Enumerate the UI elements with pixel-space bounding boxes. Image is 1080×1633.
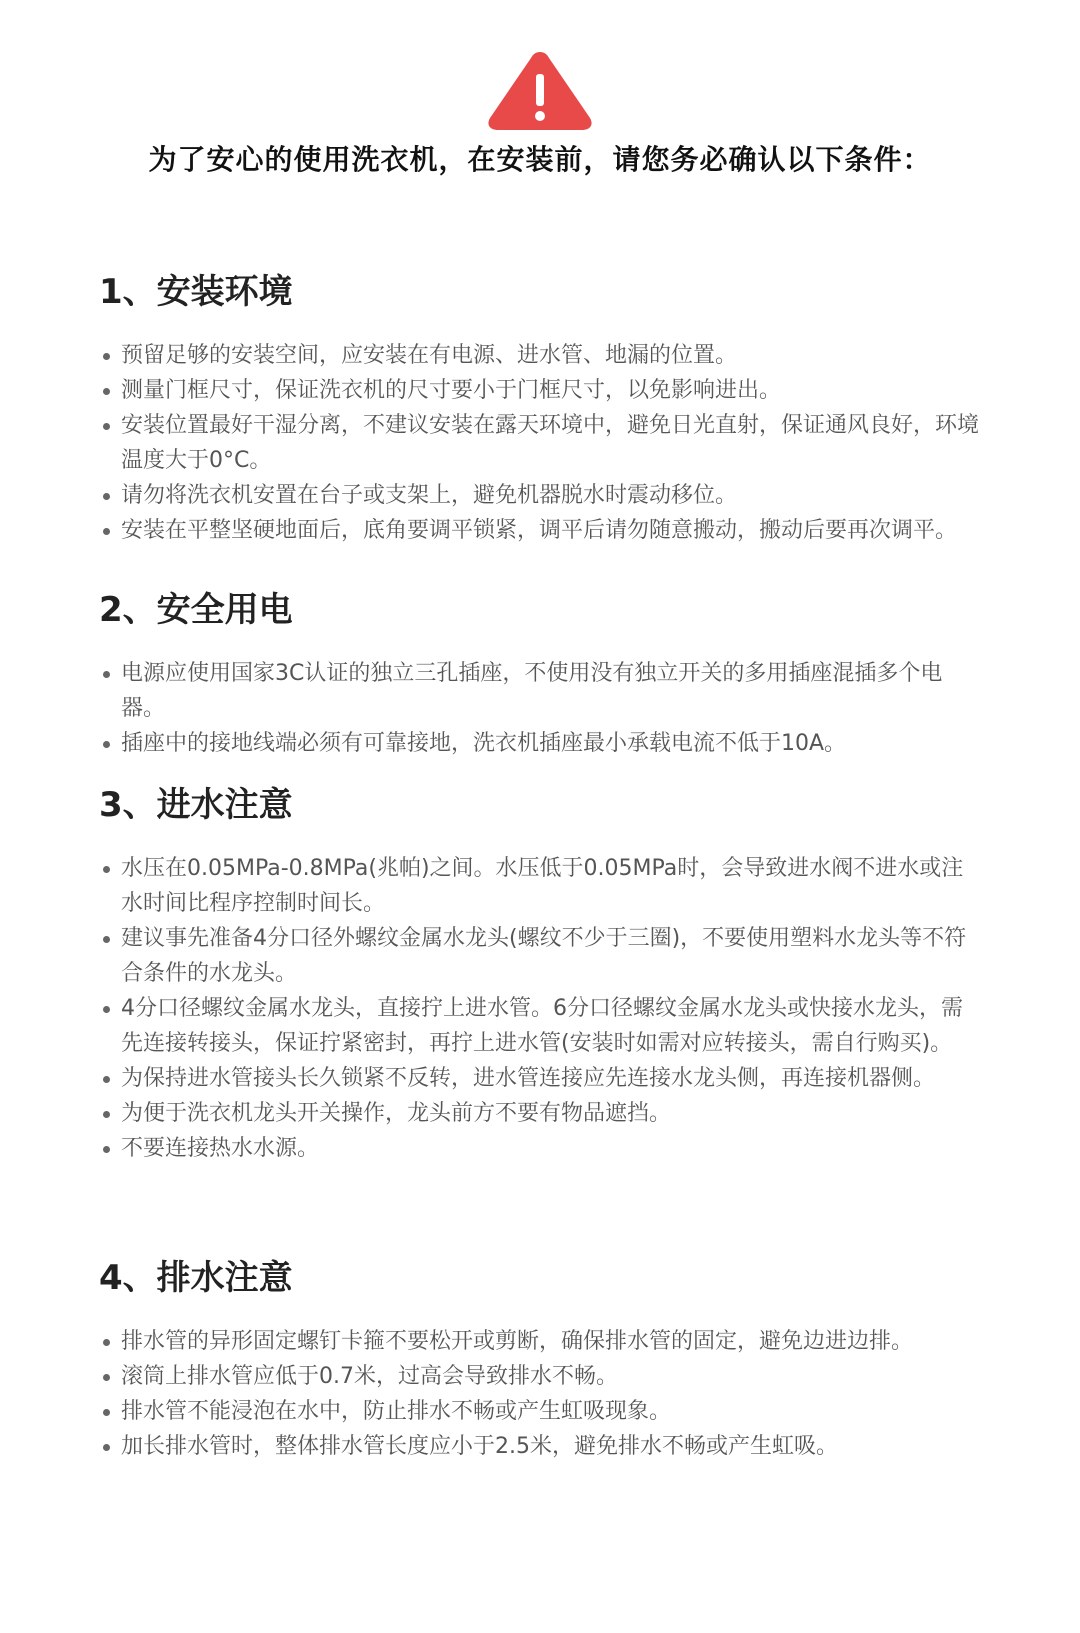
list-item-text: 水压在0.05MPa-0.8MPa(兆帕)之间。水压低于0.05MPa时，会导致进水阀不进水或注水时间比程序控制时间长。 xyxy=(121,856,964,916)
bullet-dot-icon xyxy=(103,528,110,535)
list-item xyxy=(99,1359,979,1394)
page-headline: 为了安心的使用洗衣机，在安装前，请您务必确认以下条件： xyxy=(148,143,932,176)
list-item-text: 测量门框尺寸，保证洗衣机的尺寸要小于门框尺寸，以免影响进出。 xyxy=(121,378,782,403)
list-item xyxy=(99,1096,979,1131)
list-item xyxy=(99,338,979,373)
section-title: 3、进水注意 xyxy=(99,785,293,825)
bullet-dot-icon xyxy=(103,1076,110,1083)
bullet-dot-icon xyxy=(103,866,110,873)
bullet-list xyxy=(99,656,979,761)
list-item xyxy=(99,408,979,478)
bullet-list xyxy=(99,851,979,1166)
bullet-dot-icon xyxy=(103,1339,110,1346)
list-item xyxy=(99,1429,979,1464)
list-item xyxy=(99,513,979,548)
list-item-text: 预留足够的安装空间，应安装在有电源、进水管、地漏的位置。 xyxy=(121,343,738,368)
list-item-text: 为保持进水管接头长久锁紧不反转，进水管连接应先连接水龙头侧，再连接机器侧。 xyxy=(121,1066,936,1091)
list-item-text: 不要连接热水水源。 xyxy=(121,1136,320,1161)
section-water-inlet xyxy=(99,783,979,1166)
warning-icon xyxy=(486,48,594,132)
bullet-dot-icon xyxy=(103,1444,110,1451)
section-installation-environment xyxy=(99,270,979,548)
list-item-text: 请勿将洗衣机安置在台子或支架上，避免机器脱水时震动移位。 xyxy=(121,483,738,508)
bullet-dot-icon xyxy=(103,741,110,748)
list-item xyxy=(99,1324,979,1359)
bullet-dot-icon xyxy=(103,1374,110,1381)
list-item xyxy=(99,851,979,921)
bullet-dot-icon xyxy=(103,1146,110,1153)
list-item xyxy=(99,656,979,726)
bullet-dot-icon xyxy=(103,1111,110,1118)
list-item-text: 电源应使用国家3C认证的独立三孔插座，不使用没有独立开关的多用插座混插多个电器。 xyxy=(121,661,943,721)
bullet-list xyxy=(99,1324,979,1464)
list-item xyxy=(99,478,979,513)
list-item-text: 插座中的接地线端必须有可靠接地，洗衣机插座最小承载电流不低于10A。 xyxy=(121,731,847,756)
list-item-text: 为便于洗衣机龙头开关操作，龙头前方不要有物品遮挡。 xyxy=(121,1101,672,1126)
list-item-text: 排水管的异形固定螺钉卡箍不要松开或剪断，确保排水管的固定，避免边进边排。 xyxy=(121,1329,914,1354)
bullet-dot-icon xyxy=(103,388,110,395)
list-item-text: 建议事先准备4分口径外螺纹金属水龙头(螺纹不少于三圈)，不要使用塑料水龙头等不符合条件的水龙头。 xyxy=(121,926,967,986)
section-drainage xyxy=(99,1256,979,1464)
bullet-dot-icon xyxy=(103,936,110,943)
bullet-dot-icon xyxy=(103,493,110,500)
bullet-dot-icon xyxy=(103,423,110,430)
list-item xyxy=(99,1394,979,1429)
bullet-dot-icon xyxy=(103,353,110,360)
section-title: 4、排水注意 xyxy=(99,1258,293,1298)
bullet-dot-icon xyxy=(103,1006,110,1013)
bullet-dot-icon xyxy=(103,671,110,678)
list-item xyxy=(99,1131,979,1166)
list-item-text: 滚筒上排水管应低于0.7米，过高会导致排水不畅。 xyxy=(121,1364,618,1389)
list-item xyxy=(99,991,979,1061)
list-item-text: 安装位置最好干湿分离，不建议安装在露天环境中，避免日光直射，保证通风良好，环境温度大于0°C。 xyxy=(121,413,980,473)
list-item xyxy=(99,373,979,408)
list-item xyxy=(99,1061,979,1096)
list-item-text: 安装在平整坚硬地面后，底角要调平锁紧，调平后请勿随意搬动，搬动后要再次调平。 xyxy=(121,518,958,543)
list-item-text: 排水管不能浸泡在水中，防止排水不畅或产生虹吸现象。 xyxy=(121,1399,672,1424)
bullet-dot-icon xyxy=(103,1409,110,1416)
section-electrical-safety xyxy=(99,588,979,761)
list-item-text: 加长排水管时，整体排水管长度应小于2.5米，避免排水不畅或产生虹吸。 xyxy=(121,1434,838,1459)
list-item xyxy=(99,726,979,761)
section-title: 1、安装环境 xyxy=(99,272,293,312)
list-item-text: 4分口径螺纹金属水龙头，直接拧上进水管。6分口径螺纹金属水龙头或快接水龙头，需先连接转接头，保证拧紧密封，再拧上进水管(安装时如需对应转接头，需自行购买)。 xyxy=(121,996,963,1056)
bullet-list xyxy=(99,338,979,548)
section-title: 2、安全用电 xyxy=(99,590,293,630)
list-item xyxy=(99,921,979,991)
